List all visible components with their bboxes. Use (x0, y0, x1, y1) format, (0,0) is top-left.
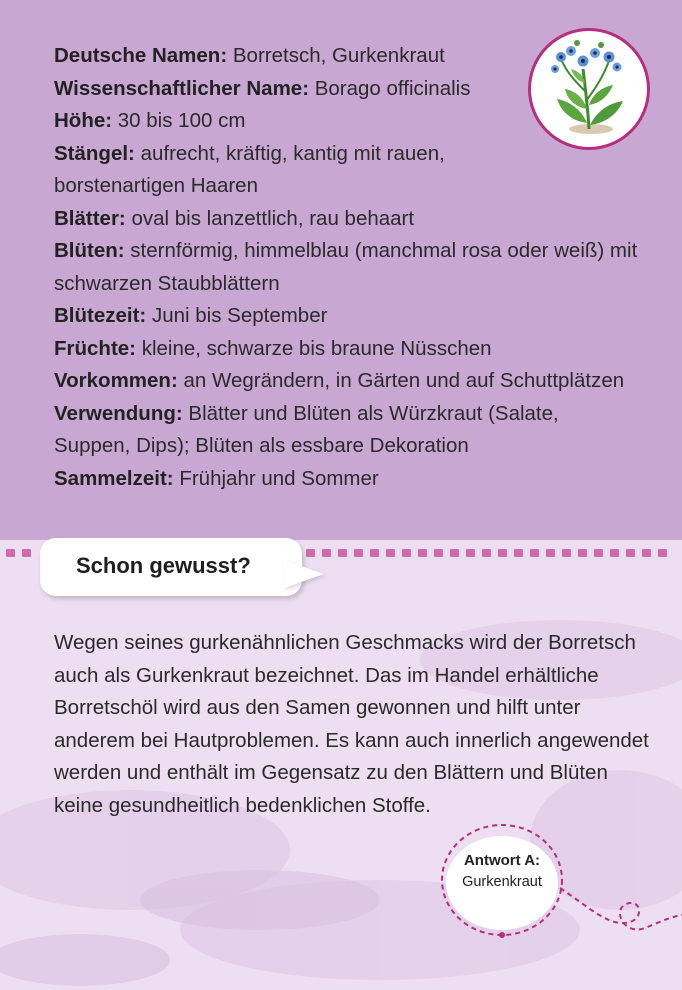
borage-plant-drawing (531, 31, 647, 147)
fact-collecting-time: Sammelzeit: Frühjahr und Sommer (54, 466, 379, 490)
answer-label: Antwort A: (463, 852, 541, 869)
fact-scientific-name: Wissenschaftlicher Name: Borago officinalis (54, 76, 471, 100)
info-text: Wegen seines gurkenähnlichen Geschmacks wird der Borretsch auch als Gurkenkraut bezeichnet. Das im Handel erhältliche Borretschöl wird aus den Samen gewonnen und hilft unter anderem bei Hautproblemen. Es kann auch innerlich angewendet werden und enthält im Gegensatz zu den Blättern und Blüten keine gesundheitlich bedenklichen Stoffe. (54, 631, 649, 817)
fact-fruits: Früchte: kleine, schwarze bis braune Nüsschen (54, 336, 492, 360)
fact-stem: Stängel: aufrecht, kräftig, kantig mit rauen, borstenartigen Haaren (54, 141, 445, 197)
answer-value: Gurkenkraut (462, 874, 542, 890)
fact-flowers: Blüten: sternförmig, himmelblau (manchmal rosa oder weiß) mit schwarzen Staubblättern (54, 239, 638, 295)
info-bubble-tail (284, 560, 324, 588)
fact-bloom-time: Blütezeit: Juni bis September (54, 304, 328, 327)
plant-icon (528, 28, 650, 150)
fact-habitat: Vorkommen: an Wegrändern, in Gärten und auf Schuttplätzen (54, 369, 625, 392)
fact-leaves: Blätter: oval bis lanzettlich, rau behaart (54, 206, 415, 230)
info-title: Schon gewusst? (76, 553, 251, 578)
fact-german-names: Deutsche Namen: Borretsch, Gurkenkraut (54, 44, 445, 67)
fact-usage: Verwendung: Blätter und Blüten als Würzkraut (Salate, Suppen, Dips); Blüten als essbare Dekoration (54, 401, 559, 457)
fact-height: Höhe: 30 bis 100 cm (54, 109, 246, 132)
